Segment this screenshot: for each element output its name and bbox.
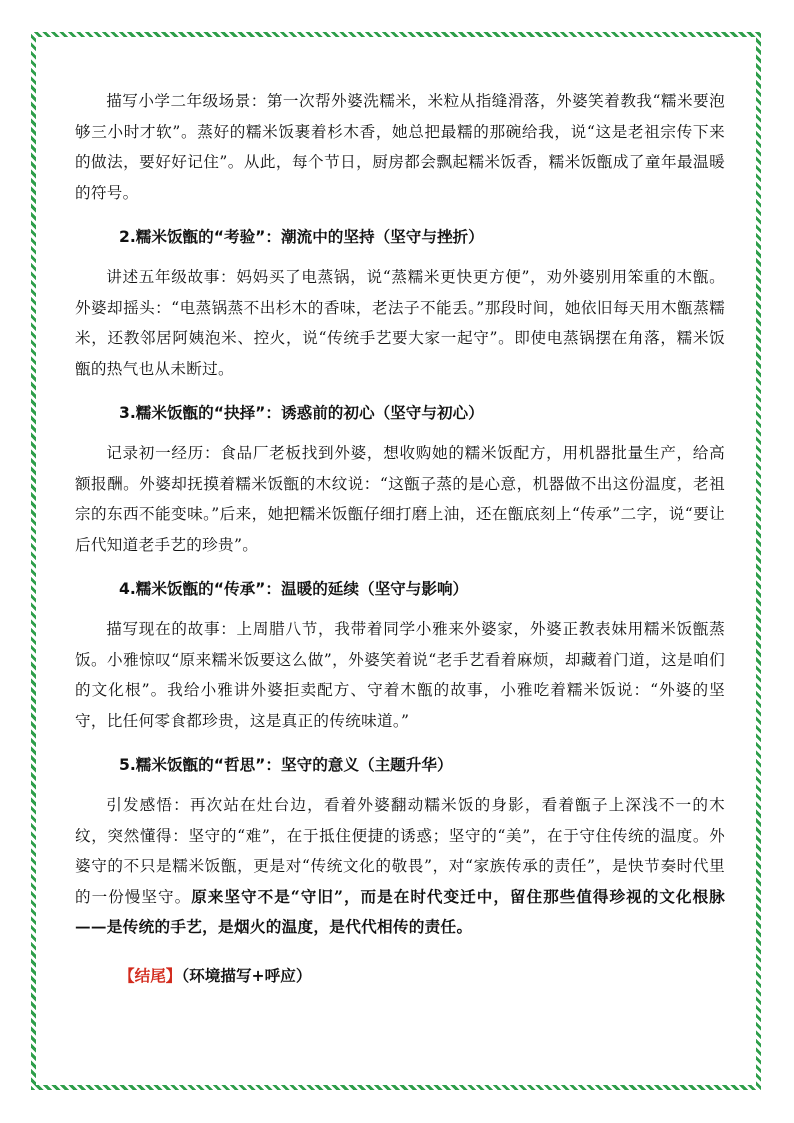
document-body — [75, 86, 725, 991]
section-heading-2: 2.糯米饭甑的“考验”：潮流中的坚持（坚守与挫折） — [119, 228, 484, 246]
ending-tag: 【结尾】 — [119, 966, 182, 985]
paragraph-intro: 描写小学二年级场景：第一次帮外婆洗糯米，米粒从指缝滑落，外婆笑着教我“糯米要泡够三小时才软”。蒸好的糯米饭裹着杉木香，她总把最糯的那碗给我，说“这是老祖宗传下来的做法，要好好记住”。从此，每个节日，厨房都会飘起糯米饭香，糯米饭甑成了童年最温暖的符号。 — [75, 92, 725, 202]
paragraph-section-5 — [75, 790, 725, 943]
paragraph-section-4: 描写现在的故事：上周腊八节，我带着同学小雅来外婆家，外婆正教表妹用糯米饭甑蒸饭。小雅惊叹“原来糯米饭要这么做”，外婆笑着说“老手艺看着麻烦，却藏着门道，这是咱们的文化根”。我给小雅讲外婆拒卖配方、守着木甑的故事，小雅吃着糯米饭说：“外婆的坚守，比任何零食都珍贵，这是真正的传统味道。” — [75, 620, 725, 730]
section-heading-3: 3.糯米饭甑的“抉择”：诱惑前的初心（坚守与初心） — [119, 404, 484, 422]
paragraph-section-3: 记录初一经历：食品厂老板找到外婆，想收购她的糯米饭配方，用机器批量生产，给高额报酬。外婆却抚摸着糯米饭甑的木纹说：“这甑子蒸的是心意，机器做不出这份温度，老祖宗的东西不能变味。”后来，她把糯米饭甑仔细打磨上油，还在甑底刻上“传承”二字，说“要让后代知道老手艺的珍贵”。 — [75, 444, 725, 554]
paragraph-section-5-emphasis: 原来坚守不是“守旧”，而是在时代变迁中，留住那些值得珍视的文化根脉——是传统的手艺，是烟火的温度，是代代相传的责任。 — [75, 886, 725, 936]
section-heading-4: 4.糯米饭甑的“传承”：温暖的延续（坚守与影响） — [119, 580, 469, 598]
paragraph-section-2: 讲述五年级故事：妈妈买了电蒸锅，说“蒸糯米更快更方便”，劝外婆别用笨重的木甑。外婆却摇头：“电蒸锅蒸不出杉木的香味，老法子不能丢。”那段时间，她依旧每天用木甑蒸糯米，还教邻居阿姨泡米、控火，说“传统手艺要大家一起守”。即使电蒸锅摆在角落，糯米饭甑的热气也从未断过。 — [75, 268, 725, 378]
section-heading-5: 5.糯米饭甑的“哲思”：坚守的意义（主题升华） — [119, 756, 453, 774]
ending-note: （环境描写+呼应） — [181, 966, 312, 985]
paragraph-section-5-text: 引发感悟：再次站在灶台边，看着外婆翻动糯米饭的身影，看着甑子上深浅不一的木纹，突然懂得：坚守的“难”，在于抵住便捷的诱惑；坚守的“美”，在于守住传统的温度。外婆守的不只是糯米饭甑，更是对“传统文化的敬畏”，对“家族传承的责任”，是快节奏时代里的一份慢坚守。 — [75, 796, 725, 906]
ending-heading — [75, 961, 725, 991]
